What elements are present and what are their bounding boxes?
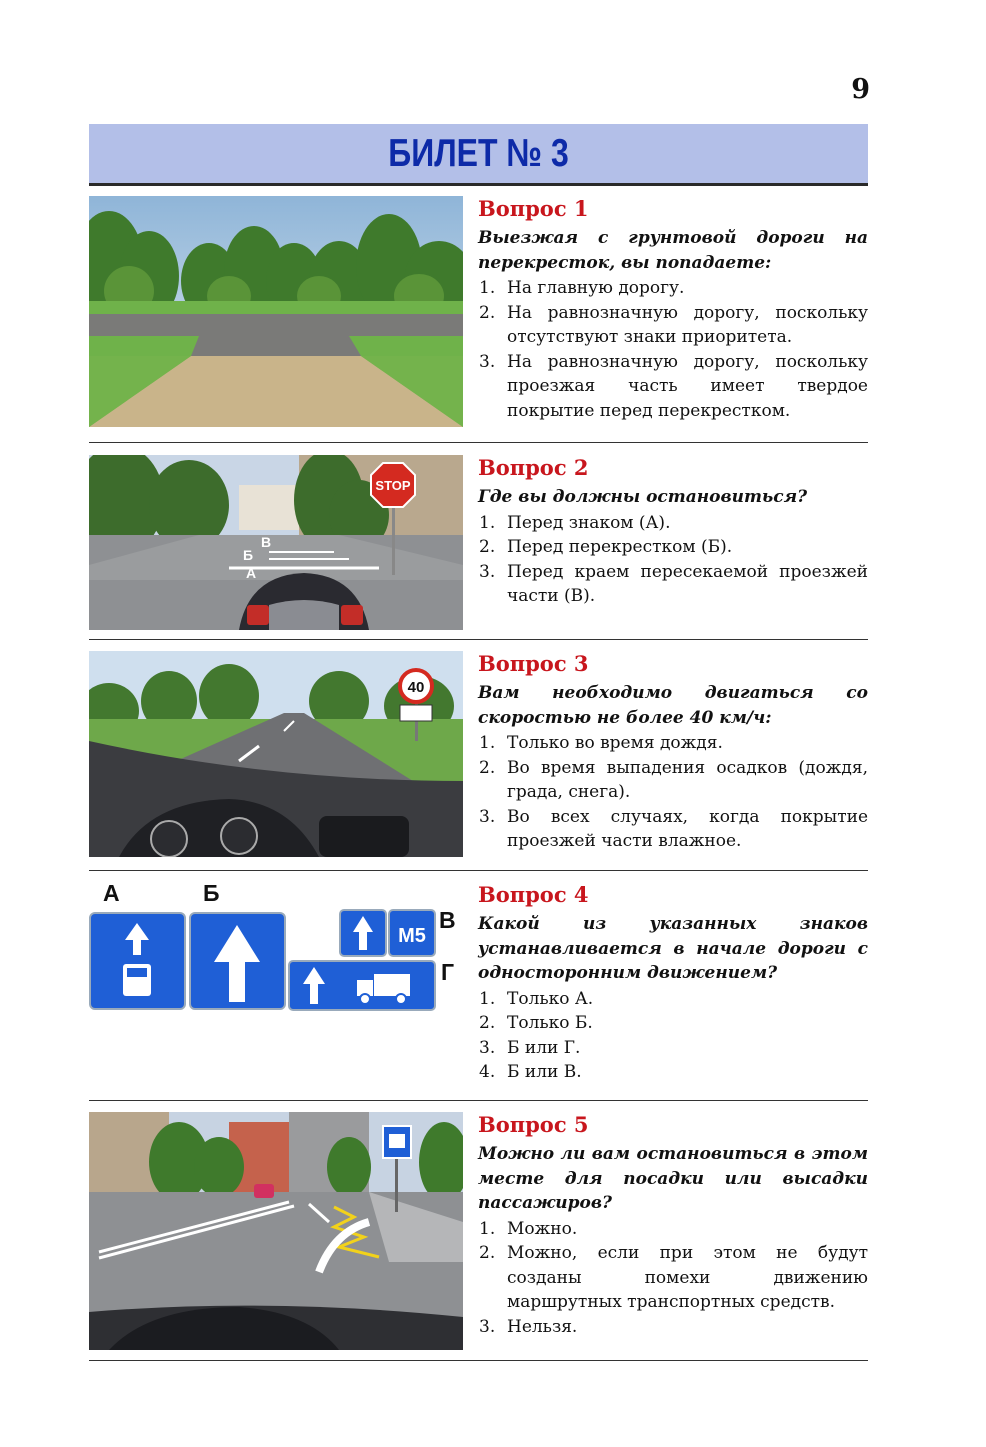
answer-item[interactable]: 3. Нельзя. [479, 1316, 578, 1337]
question-2 [478, 455, 868, 609]
question-1-answers [478, 276, 868, 423]
question-5-illustration [89, 1112, 463, 1350]
m5-sign-text: М5 [398, 925, 426, 947]
question-1 [478, 196, 868, 423]
question-1-text: Выезжая с грунтовой дороги на перекресток, вы попадаете: [478, 228, 868, 273]
sign-label-g: Г [441, 959, 455, 985]
question-4-text: Какой из указанных знаков устанавливается в начале дороги с односторонним движением? [478, 914, 868, 983]
question-4-title: Вопрос 4 [478, 882, 589, 907]
answer-item[interactable]: 2. Во время выпадения осадков (дождя, града, снега). [479, 757, 868, 802]
question-2-title: Вопрос 2 [478, 455, 589, 480]
label-v: В [261, 534, 272, 550]
speed-limit-text: 40 [407, 679, 425, 696]
sign-label-v: В [439, 907, 456, 933]
question-3-title: Вопрос 3 [478, 651, 589, 676]
question-2-text: Где вы должны остановиться? [478, 487, 808, 507]
answer-item[interactable]: 2. На равнозначную дорогу, поскольку отсутствуют знаки приоритета. [479, 302, 868, 347]
stop-sign-text: STOP [375, 478, 411, 493]
ticket-header [89, 124, 868, 186]
section-divider [89, 1100, 868, 1101]
section-divider [89, 442, 868, 443]
question-2-illustration [89, 455, 463, 630]
question-3 [478, 651, 868, 854]
question-4 [478, 882, 868, 1085]
answer-item[interactable]: 2. Только Б. [479, 1013, 593, 1033]
question-1-illustration [89, 196, 463, 427]
section-divider [89, 1360, 868, 1361]
answer-item[interactable]: 1. Можно. [479, 1218, 578, 1239]
answer-item[interactable]: 1. Только А. [479, 988, 594, 1009]
answer-item[interactable]: 3. На равнозначную дорогу, поскольку проезжая часть имеет твердое покрытие перед перекрестком. [479, 351, 868, 421]
sign-label-a: А [103, 880, 120, 906]
question-4-answers [478, 987, 868, 1085]
question-3-text: Вам необходимо двигаться со скоростью не более 40 км/ч: [478, 683, 868, 728]
answer-item[interactable]: 4. Б или В. [479, 1062, 582, 1082]
question-5-text: Можно ли вам остановиться в этом месте для посадки или высадки пассажиров? [478, 1144, 868, 1213]
section-divider [89, 639, 868, 640]
question-3-illustration [89, 651, 463, 857]
sign-label-b: Б [203, 880, 220, 906]
question-4-signs [89, 880, 469, 1015]
question-3-answers [478, 731, 868, 854]
answer-item[interactable]: 3. Во всех случаях, когда покрытие проезжей части влажное. [479, 806, 868, 851]
answer-item[interactable]: 3. Перед краем пересекаемой проезжей части (В). [479, 561, 868, 606]
label-a: А [246, 565, 257, 581]
answer-item[interactable]: 1. Перед знаком (А). [479, 512, 671, 533]
answer-item[interactable]: 2. Можно, если при этом не будут созданы помехи движению маршрутных транспортных средств. [479, 1243, 868, 1312]
answer-item[interactable]: 3. Б или Г. [479, 1037, 581, 1058]
question-5-title: Вопрос 5 [478, 1112, 589, 1137]
question-5 [478, 1112, 868, 1339]
question-2-answers [478, 511, 868, 609]
question-5-answers [478, 1217, 868, 1340]
label-b: Б [243, 547, 254, 563]
page-number: 9 [851, 74, 870, 105]
answer-item[interactable]: 2. Перед перекрестком (Б). [479, 537, 733, 557]
question-1-title: Вопрос 1 [478, 196, 589, 221]
section-divider [89, 870, 868, 871]
ticket-title: БИЛЕТ № 3 [388, 132, 569, 175]
answer-item[interactable]: 1. На главную дорогу. [479, 278, 685, 298]
answer-item[interactable]: 1. Только во время дождя. [479, 733, 723, 753]
